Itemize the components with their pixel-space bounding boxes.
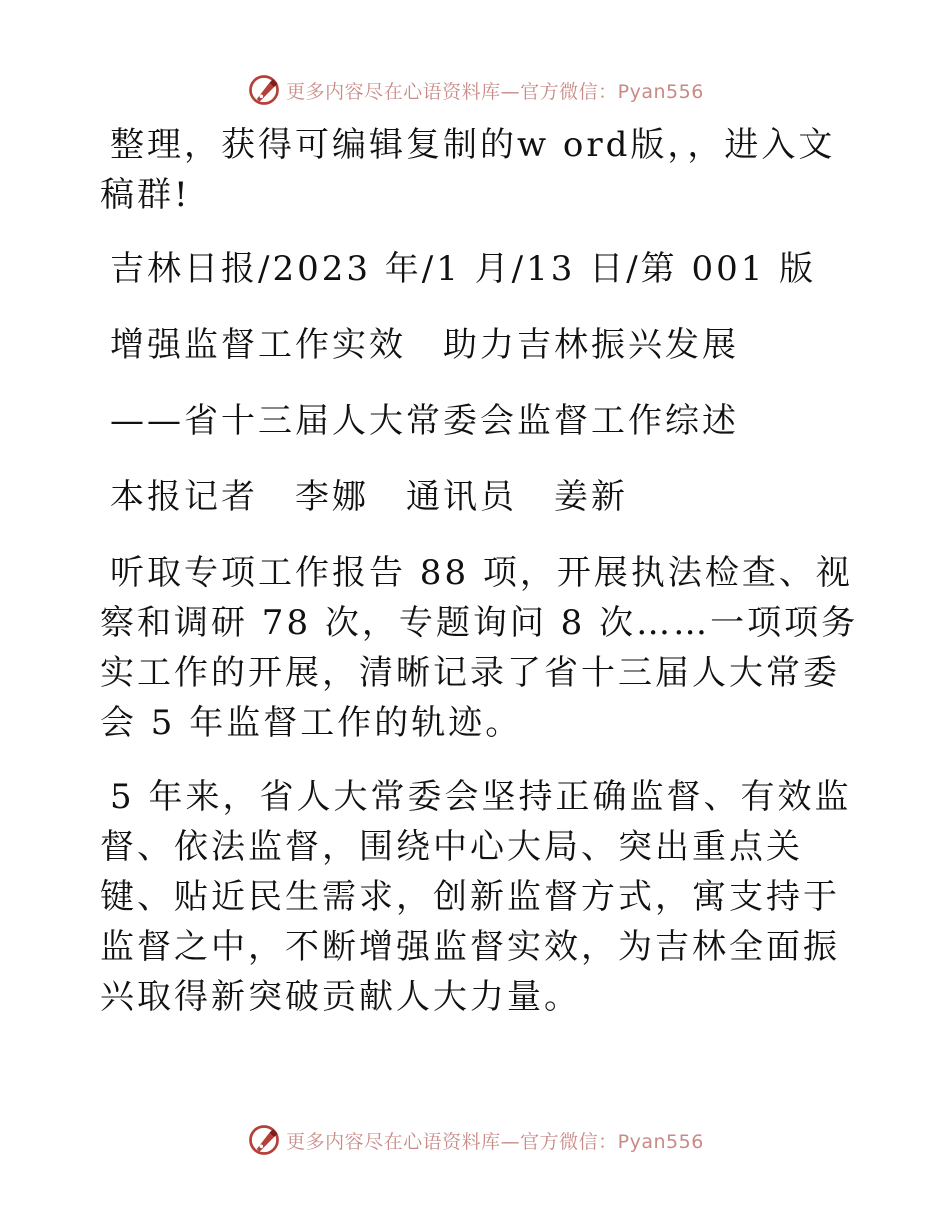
headline: 增强监督工作实效 助力吉林振兴发展 xyxy=(110,325,739,365)
byline: 本报记者 李娜 通讯员 姜新 xyxy=(110,477,628,517)
watermark-text: 更多内容尽在心语资料库—官方微信：Pyan556 xyxy=(286,80,704,103)
subheadline: ——省十三届人大常委会监督工作综述 xyxy=(110,401,739,441)
paragraph-1: 听取专项工作报告 88 项，开展执法检查、视察和调研 78 次，专题询问 8 次……一项项务实工作的开展，清晰记录了省十三届人大常委会 5 年监督工作的轨迹。 xyxy=(100,553,859,743)
paragraph-2: 5 年来，省人大常委会坚持正确监督、有效监督、依法监督，围绕中心大局、突出重点关键、贴近民生需求，创新监督方式，寓支持于监督之中，不断增强监督实效，为吉林全面振兴取得新突破贡献人大力量。 xyxy=(100,777,852,1017)
source-line: 吉林日报/2023 年/1 月/13 日/第 001 版 xyxy=(110,249,817,289)
watermark-text: 更多内容尽在心语资料库—官方微信：Pyan556 xyxy=(286,1130,704,1153)
watermark-banner-top xyxy=(0,70,950,110)
watermark-banner-bottom xyxy=(0,1120,950,1160)
document-body xyxy=(100,120,860,1046)
pen-nib-logo-icon xyxy=(246,72,282,108)
intro-text: 整理，获得可编辑复制的w ord版，，进入文稿群! xyxy=(100,125,836,215)
pen-nib-logo-icon xyxy=(246,1122,282,1158)
